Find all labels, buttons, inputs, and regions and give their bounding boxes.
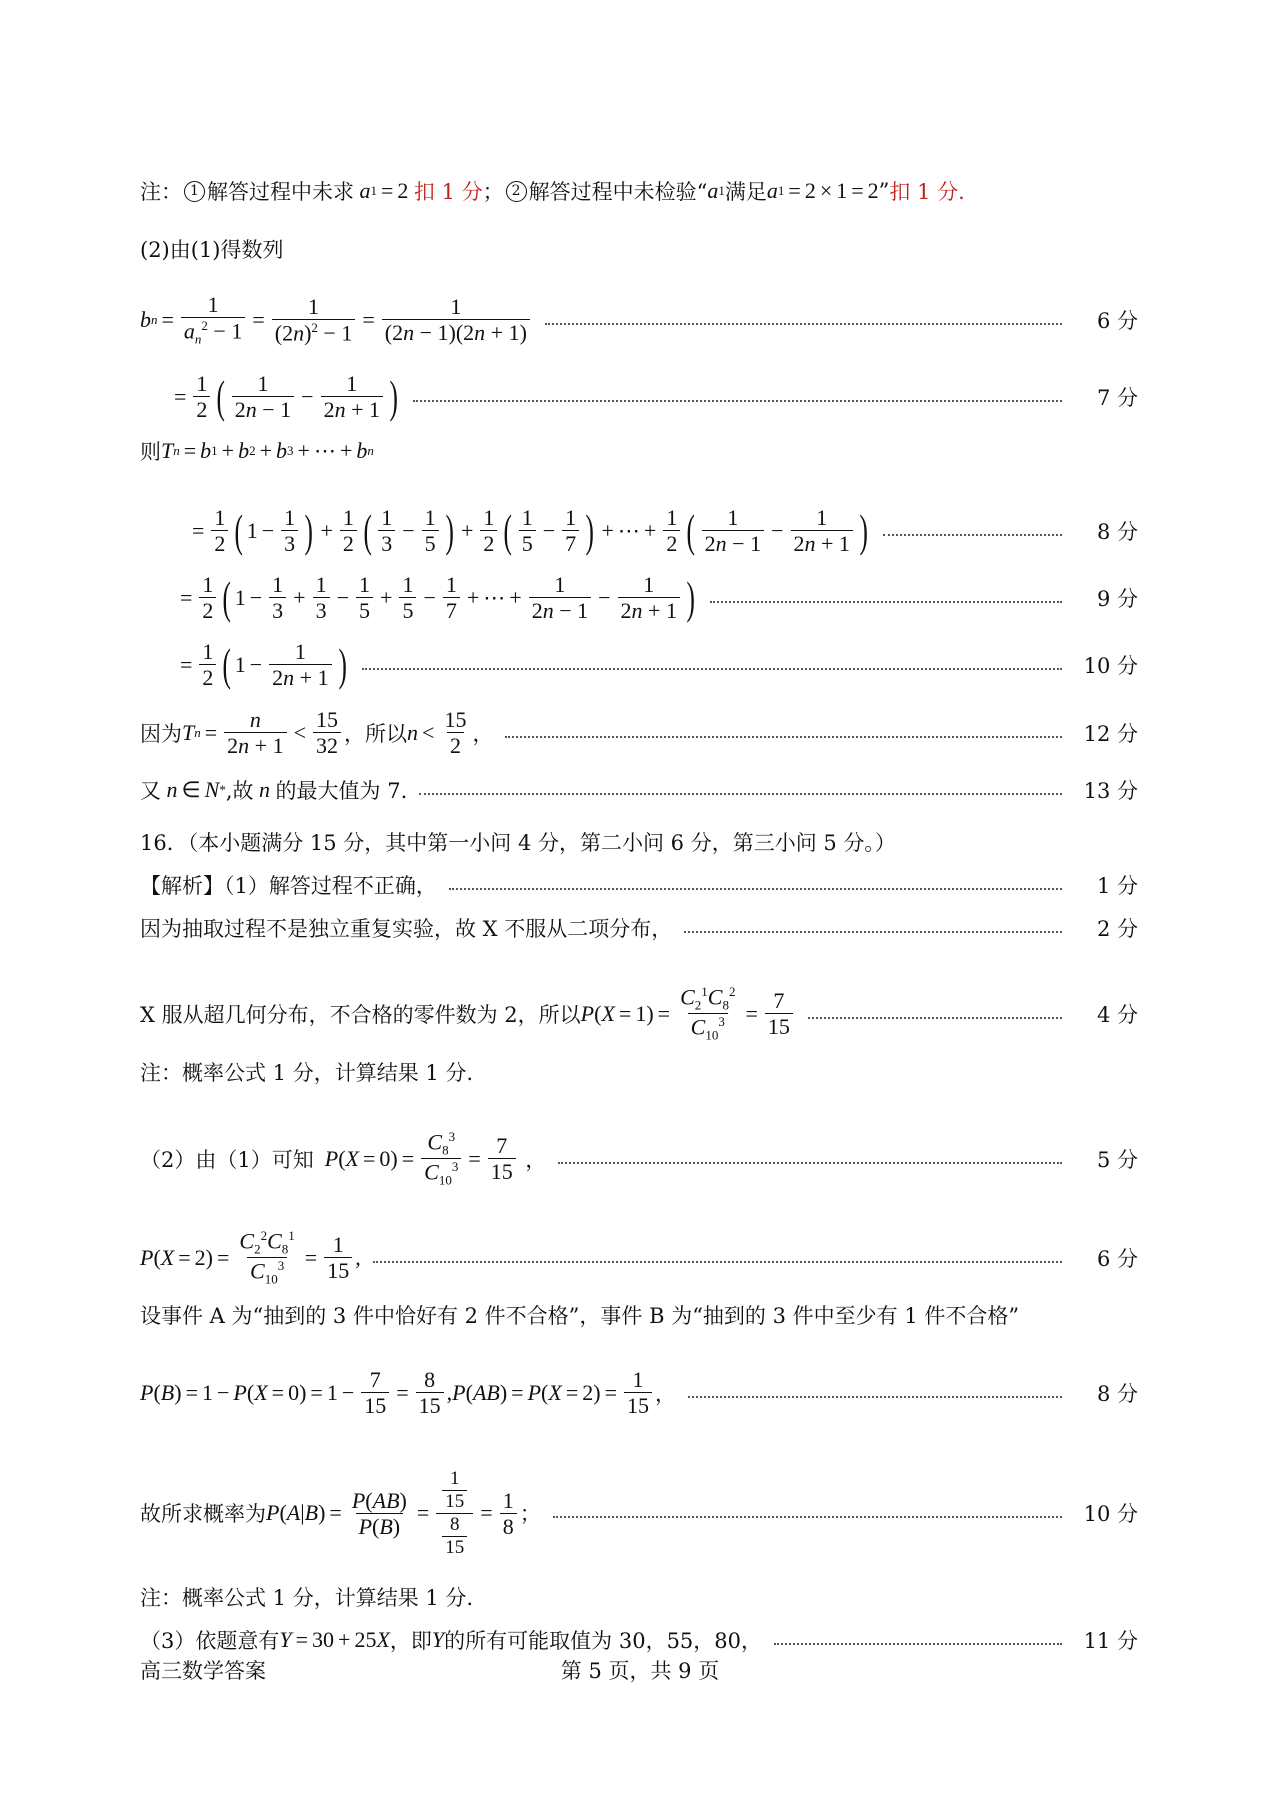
q16-text: 因为抽取过程不是独立重复实验，故 X 不服从二项分布， <box>140 917 673 941</box>
q16-text: X 服从超几何分布，不合格的零件数为 2，所以 <box>140 1002 581 1027</box>
note-text: ” <box>878 179 890 203</box>
score: 8 分 <box>1096 1381 1138 1406</box>
tn-definition: 则 T n = b 1 + b 2 + b 3 + ⋯ + b n <box>140 438 374 464</box>
score: 11 分 <box>1083 1629 1138 1653</box>
note-text: 解答过程中未求 <box>207 180 354 204</box>
q16-note <box>140 1057 1138 1087</box>
q16-heading <box>140 827 1138 857</box>
score: 12 分 <box>1083 721 1138 746</box>
max-n-line: 又 n ∈ N * ,故 n 的最大值为 7. 13 分 <box>140 777 1138 803</box>
page-number: 第 5 页，共 9 页 <box>560 1659 720 1683</box>
q16-text: （2）由（1）可知 <box>140 1147 314 1172</box>
dotted-leader <box>362 668 1062 670</box>
because-text: 因为 <box>140 721 182 746</box>
footer-left: 高三数学答案 <box>140 1659 266 1683</box>
score: 10 分 <box>1083 1502 1138 1527</box>
note-text: 注：概率公式 1 分，计算结果 1 分. <box>140 1586 474 1610</box>
q16-part2: （2）由（1）可知 P ( X = 0) = $\frac{C_8^3}{C_{10}^3}$ = $\frac{7}{15}$ ， 5 分 <box>140 1129 1138 1189</box>
score: 7 分 <box>1096 385 1138 410</box>
dotted-leader <box>449 888 1062 890</box>
so-text: ，所以 <box>344 721 408 746</box>
tn-expand: = $\frac{1}{2}$ ( 1 − $\frac{1}{3}$ ) + $\frac{1}{2}$ ( 1 3 − $\frac{1}{5}$ ) + $\frac{1}{2}$ ( 1 5 − $\frac{1}{7}$ ) + ⋯ + $\frac{1}{2}$ ( 1 2n − 1 − $\frac{1}{2n + 1}$ ) 8 分 <box>192 504 1138 557</box>
dotted-leader <box>710 601 1062 603</box>
dotted-leader <box>373 1261 1062 1263</box>
dotted-leader <box>808 1017 1062 1019</box>
q16-heading-text: 16．（本小题满分 15 分，其中第一小问 4 分，第二小问 6 分，第三小问 5 分。） <box>140 831 896 855</box>
note-text: 注：概率公式 1 分，计算结果 1 分. <box>140 1061 474 1085</box>
deduction-note: 注： 1 解答过程中未求 a 1 = 2 扣 1 分 ； 2 解答过程中未检验“ a 1 满足 a 1 = 2 × 1 = 2 ” 扣 1 分. <box>140 178 965 204</box>
q16-text: ，即 <box>389 1629 432 1653</box>
events-text: 设事件 A 为“抽到的 3 件中恰好有 2 件不合格”，事件 B 为“抽到的 3 件中至少有 1 件不合格” <box>140 1304 1020 1328</box>
also-text: 的最大值为 7. <box>275 779 408 803</box>
tn-result: = $\frac{1}{2}$ ( 1 − $\frac{1}{2n + 1}$ ) 10 分 <box>180 638 1138 691</box>
circled-number: 1 <box>184 181 205 202</box>
deduction-text: 扣 1 分. <box>889 180 965 204</box>
score: 4 分 <box>1096 1002 1138 1027</box>
score: 8 分 <box>1096 519 1138 544</box>
tn-telescope: = $\frac{1}{2}$ ( 1 − $\frac{1}{3}$ + $\frac{1}{3}$ − $\frac{1}{5}$ + $\frac{1}{5}$ − $\frac{1}{7}$ + ⋯ + $\frac{1}{2n - 1}$ − $\frac{1}{2n + 1}$ ) 9 分 <box>180 571 1138 624</box>
q16-text: （3）依题意有 <box>140 1629 280 1653</box>
score: 5 分 <box>1096 1147 1138 1172</box>
pb-line: P ( B ) = 1 − P ( X = 0) = 1 − $\frac{7}{15}$ = $\frac{8}{15}$ , P ( AB ) = P ( X = 2) = $\frac{1}{15}$ ， 8 分 <box>140 1367 1138 1419</box>
score: 2 分 <box>1096 917 1138 941</box>
deduction-text: 扣 1 分 <box>413 180 483 204</box>
score: 6 分 <box>1096 1246 1138 1271</box>
note-text: 满足 <box>724 180 767 204</box>
part2-intro-text: (2)由(1)得数列 <box>140 238 284 262</box>
q16-text: 故所求概率为 <box>140 1502 266 1527</box>
note-text: 解答过程中未检验“ <box>528 180 708 204</box>
note-text: ； <box>482 180 504 204</box>
formula-bn: b n = $\frac{1}{a_n^2 - 1}$ = $\frac{1}{(2n)^2 - 1}$ = $\frac{1}{(2n - 1)(2n + 1)}$ 6 分 <box>140 292 1138 347</box>
dotted-leader <box>883 534 1062 536</box>
q16-line3: X 服从超几何分布，不合格的零件数为 2，所以 P ( X = 1) = $\frac{C_2^1C_8^2}{C_{10}^3}$ = $\frac{7}{15}$ 4 分 <box>140 984 1138 1044</box>
dotted-leader <box>413 400 1062 402</box>
also-text: 又 <box>140 779 161 803</box>
q16-line2 <box>140 913 1138 943</box>
circled-number: 2 <box>506 181 527 202</box>
score: 10 分 <box>1083 653 1138 678</box>
events-line <box>140 1300 1138 1330</box>
note-prefix: 注： <box>140 180 182 204</box>
dotted-leader <box>419 793 1062 795</box>
part2-intro <box>140 234 1138 264</box>
dotted-leader <box>688 1396 1062 1398</box>
score: 13 分 <box>1083 779 1138 803</box>
dotted-leader <box>684 931 1062 933</box>
then-text: 则 <box>140 440 161 464</box>
also-text: ,故 <box>225 779 254 803</box>
conditional-prob-line: 故所求概率为 P ( A | B ) = $\frac{P(AB)}{P(B)}$ = $\frac{\frac{1}{15}}{\frac{8}{15}}$ = $\frac{1}{8}$ ； 10 分 <box>140 1468 1138 1558</box>
dotted-leader <box>505 736 1062 738</box>
dotted-leader <box>545 323 1062 325</box>
score: 6 分 <box>1096 308 1138 333</box>
dotted-leader <box>553 1516 1062 1518</box>
score: 9 分 <box>1096 586 1138 611</box>
q16-part3: （3）依题意有 Y = 30 + 25 X ，即 Y 的所有可能取值为 30，55，80， 11 分 <box>140 1627 1138 1653</box>
q16-note2 <box>140 1582 1138 1612</box>
dotted-leader <box>558 1162 1062 1164</box>
q16-line1 <box>140 870 1138 900</box>
q16-text: 【解析】（1）解答过程不正确， <box>140 874 437 898</box>
dotted-leader <box>774 1643 1062 1645</box>
q16-px2: P ( X = 2) = $\frac{C_2^2C_8^1}{C_{10}^3}$ = $\frac{1}{15}$ , 6 分 <box>140 1228 1138 1288</box>
inequality-line: 因为 T n = $\frac{n}{2n + 1}$ < 15 32 ，所以 n < 15 2 ， 12 分 <box>140 707 1138 759</box>
formula-bn-split: = $\frac{1}{2}$ ( 1 2n − 1 − $\frac{1}{2n + 1}$ ) 7 分 <box>174 370 1138 423</box>
q16-text: 的所有可能取值为 30，55，80， <box>444 1629 763 1653</box>
score: 1 分 <box>1096 874 1138 898</box>
